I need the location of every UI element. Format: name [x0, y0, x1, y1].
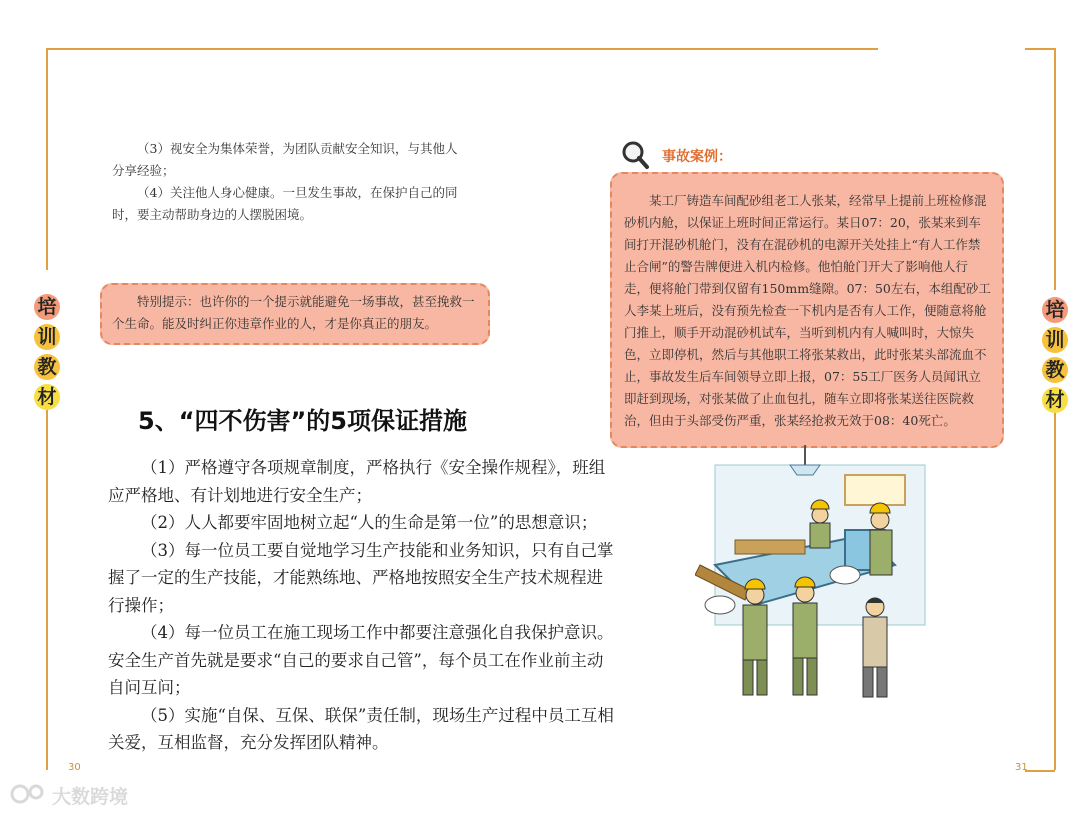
frame-left-lower [46, 405, 48, 770]
side-tab-left [32, 292, 62, 412]
side-tab-char: 教 [34, 354, 60, 380]
watermark-text: 大数跨境 [52, 786, 129, 808]
side-tab-char: 材 [1042, 387, 1068, 413]
side-tab-char: 教 [1042, 357, 1068, 383]
frame-right [1054, 48, 1056, 290]
section-heading: 5、“四不伤害”的5项保证措施 [138, 407, 467, 435]
case-title: 事故案例： [662, 149, 732, 165]
accident-case-box [610, 172, 1004, 448]
measure-item: （4）每一位员工在施工现场工作中都要注意强化自我保护意识。安全生产首先就是要求“自己的要求自己管”，每个员工在作业前主动自问互问； [108, 623, 614, 697]
frame-left [46, 48, 48, 270]
side-tab-char: 培 [34, 294, 60, 320]
measure-item: （3）每一位员工要自觉地学习生产技能和业务知识，只有自己掌握了一定的生产技能，才能熟练地、严格地按照安全生产技术规程进行操作； [108, 540, 614, 615]
intro-item: （3）视安全为集体荣誉，为团队贡献安全知识，与其他人分享经验； [112, 141, 458, 178]
page-number-left: 30 [68, 762, 81, 773]
measure-item: （5）实施“自保、互保、联保”责任制，现场生产过程中员工互相关爱，互相监督，充分发挥团队精神。 [108, 705, 614, 752]
frame-top-right [1025, 48, 1055, 50]
special-tip-box [100, 283, 490, 345]
measure-item: （1）严格遵守各项规章制度，严格执行《安全操作规程》，班组应严格地、有计划地进行安全生产； [108, 458, 606, 505]
intro-text [112, 138, 467, 226]
magnifier-icon [620, 140, 650, 170]
frame-bottom-right [1025, 770, 1055, 772]
accident-case-text: 某工厂铸造车间配砂组老工人张某，经常早上提前上班检修混砂机内舱，以保证上班时间正常运行。某日07：20，张某来到车间打开混砂机舱门，没有在混砂机的电源开关处挂上“有人工作禁止合闸”的警告牌便进入机内检修。他怕舱门开大了影响他人行走，便将舱门带到仅留有150mm缝隙。07：50左右，本组配砂工人李某上班后，没有预先检查一下机内是否有人工作，便随意将舱门推上，顺手开动混砂机试车，当听到机内有人喊叫时，大惊失色，立即停机，然后与其他职工将张某救出，此时张某头部流血不止，事故发生后车间领导立即上报，07：55工厂医务人员闻讯立即赶到现场，对张某做了止血包扎，随车立即将张某送往医院救治，但由于头部受伤严重，张某经抢救无效于08：40死亡。 [624, 193, 991, 428]
frame-right-lower [1054, 405, 1056, 770]
side-tab-char: 训 [34, 324, 60, 350]
measures-list [108, 454, 618, 757]
side-tab-right [1040, 295, 1070, 415]
measure-item: （2）人人都要牢固地树立起“人的生命是第一位”的思想意识； [141, 513, 598, 532]
page-number-right: 31 [1015, 762, 1028, 773]
factory-illustration [695, 445, 935, 705]
watermark-logo-icon [10, 782, 48, 806]
side-tab-char: 训 [1042, 327, 1068, 353]
intro-item: （4）关注他人身心健康。一旦发生事故，在保护自己的同时，要主动帮助身边的人摆脱困境。 [112, 185, 458, 222]
special-tip-text: 特别提示：也许你的一个提示就能避免一场事故，甚至挽救一个生命。能及时纠正你违章作业的人，才是你真正的朋友。 [112, 294, 475, 331]
frame-top-left [46, 48, 878, 50]
side-tab-char: 培 [1042, 297, 1068, 323]
side-tab-char: 材 [34, 384, 60, 410]
